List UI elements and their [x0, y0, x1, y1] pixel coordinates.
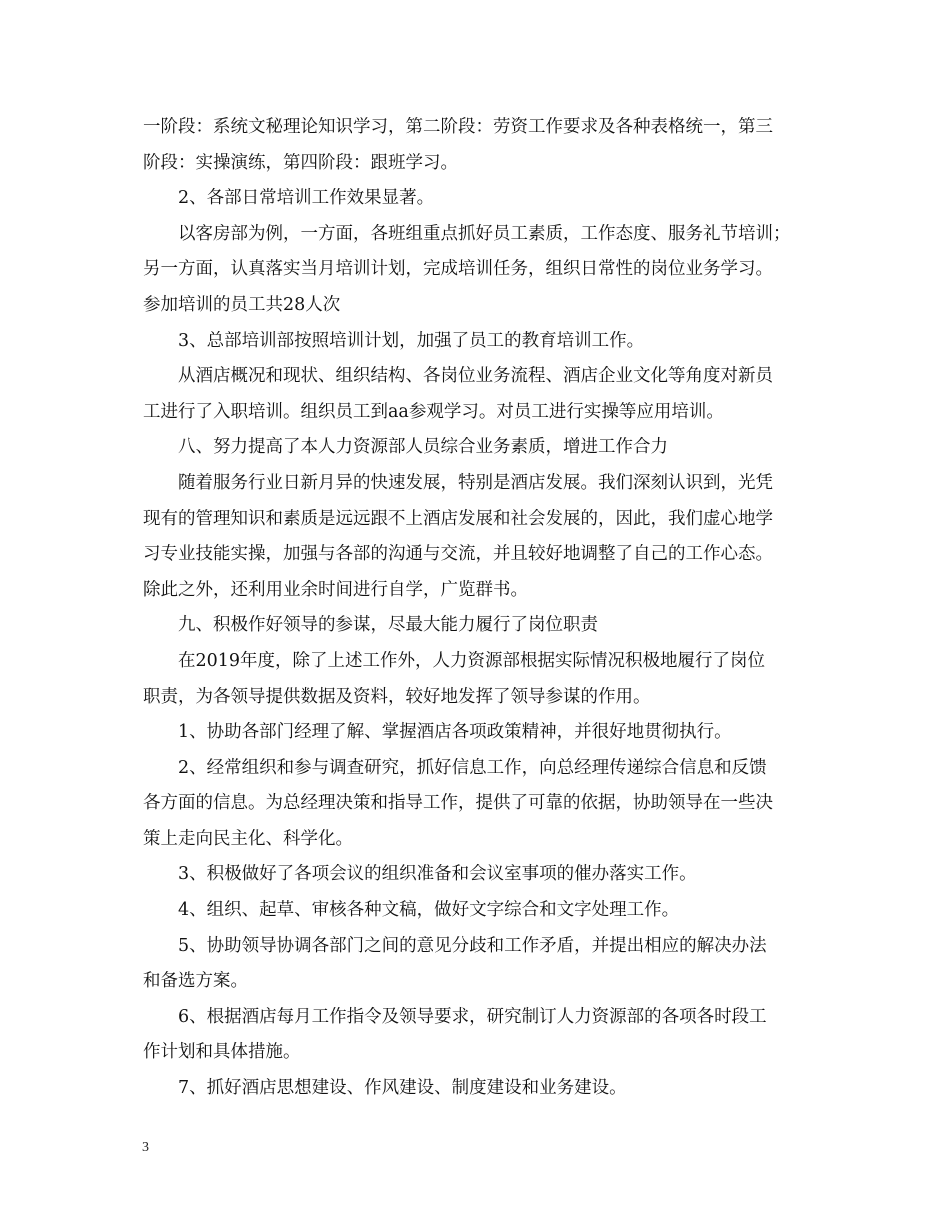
paragraph-first-line: 2、经常组织和参与调查研究，抓好信息工作，向总经理传递综合信息和反馈 [178, 757, 767, 778]
text-line: 策上走向民主化、科学化。 [143, 828, 353, 849]
paragraph-first-line: 3、积极做好了各项会议的组织准备和会议室事项的催办落实工作。 [178, 864, 697, 885]
paragraph-first-line: 随着服务行业日新月异的快速发展，特别是酒店发展。我们深刻认识到，光凭 [178, 472, 773, 493]
text-line: 工进行了入职培训。组织员工到aa参观学习。对员工进行实操等应用培训。 [143, 401, 724, 422]
text-line: 现有的管理知识和素质是远远跟不上酒店发展和社会发展的，因此，我们虚心地学 [143, 508, 773, 529]
text-line: 一阶段：系统文秘理论知识学习，第二阶段：劳资工作要求及各种表格统一，第三 [143, 117, 773, 137]
page-number: 3 [142, 1140, 149, 1155]
text-line: 除此之外，还利用业余时间进行自学，广览群书。 [143, 579, 528, 600]
paragraph-first-line: 7、抓好酒店思想建设、作风建设、制度建设和业务建设。 [178, 1078, 627, 1099]
text-line: 另一方面，认真落实当月培训计划，完成培训任务，组织日常性的岗位业务学习。 [143, 259, 773, 280]
paragraph-first-line: 5、协助领导协调各部门之间的意见分歧和工作矛盾，并提出相应的解决办法 [178, 935, 767, 956]
text-line: 职责，为各领导提供数据及资料，较好地发挥了领导参谋的作用。 [143, 686, 651, 707]
document-body [143, 114, 813, 1111]
paragraph-first-line: 1、协助各部门经理了解、掌握酒店各项政策精神，并很好地贯彻执行。 [178, 722, 732, 743]
paragraph-first-line: 2、各部日常培训工作效果显著。 [178, 188, 435, 209]
text-line: 参加培训的员工共28人次 [143, 294, 341, 315]
paragraph-first-line: 6、根据酒店每月工作指令及领导要求，研究制订人力资源部的各项各时段工 [178, 1006, 767, 1027]
text-line: 各方面的信息。为总经理决策和指导工作，提供了可靠的依据，协助领导在一些决 [143, 793, 773, 814]
text-line: 和备选方案。 [143, 971, 248, 992]
paragraph-first-line: 4、组织、起草、审核各种文稿，做好文字综合和文字处理工作。 [178, 900, 680, 921]
text-line: 习专业技能实操，加强与各部的沟通与交流，并且较好地调整了自己的工作心态。 [143, 544, 773, 565]
section-heading: 九、积极作好领导的参谋，尽最大能力履行了岗位职责 [178, 615, 598, 636]
paragraph-first-line: 3、总部培训部按照培训计划，加强了员工的教育培训工作。 [178, 330, 645, 351]
paragraph-first-line: 以客房部为例，一方面，各班组重点抓好员工素质，工作态度、服务礼节培训； [178, 223, 791, 244]
text-line: 阶段：实操演练，第四阶段：跟班学习。 [143, 152, 458, 173]
section-heading: 八、努力提高了本人力资源部人员综合业务素质，增进工作合力 [178, 437, 668, 458]
text-line: 作计划和具体措施。 [143, 1042, 301, 1063]
paragraph-first-line: 从酒店概况和现状、组织结构、各岗位业务流程、酒店企业文化等角度对新员 [178, 366, 773, 387]
paragraph-first-line: 在2019年度，除了上述工作外，人力资源部根据实际情况积极地履行了岗位 [178, 650, 766, 671]
